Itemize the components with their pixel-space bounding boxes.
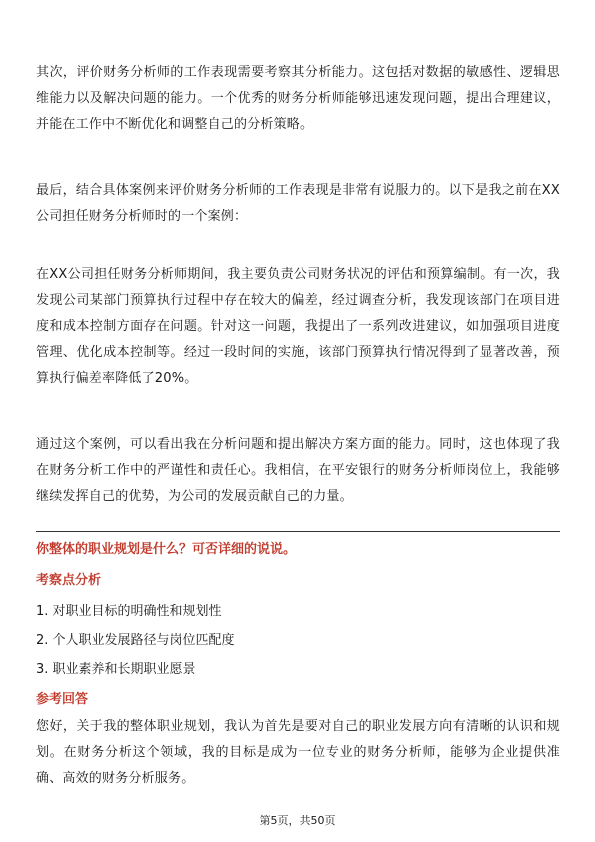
analysis-heading: 考察点分析 (36, 573, 102, 588)
list-item: 3. 职业素养和长期职业愿景 (36, 662, 196, 677)
page-footer: 第5页，共50页 (259, 814, 336, 827)
list-item: 1. 对职业目标的明确性和规划性 (36, 604, 222, 619)
body-paragraph: 在XX公司担任财务分析师期间，我主要负责公司财务状况的评估和预算编制。有一次，我发现公司某部门预算执行过程中存在较大的偏差，经过调查分析，我发现该部门在项目进度和成本控制方面存在问题。针对这一问题，我提出了一系列改进建议，如加强项目进度管理、优化成本控制等。经过一段时间的实施，该部门预算执行情况得到了显著改善，预算执行偏差率降低了20%。 (36, 267, 560, 386)
section-divider (36, 531, 560, 532)
answer-paragraph: 您好，关于我的整体职业规划，我认为首先是要对自己的职业发展方向有清晰的认识和规划。在财务分析这个领域，我的目标是成为一位专业的财务分析师，能够为企业提供准确、高效的财务分析服务。 (36, 719, 560, 786)
analysis-points-list (36, 597, 235, 684)
interview-question: 你整体的职业规划是什么？可否详细的说说。 (36, 542, 297, 557)
answer-heading: 参考回答 (36, 692, 89, 707)
body-paragraph: 其次，评价财务分析师的工作表现需要考察其分析能力。这包括对数据的敏感性、逻辑思维能力以及解决问题的能力。一个优秀的财务分析师能够迅速发现问题，提出合理建议，并能在工作中不断优化和调整自己的分析策略。 (36, 65, 560, 132)
list-item: 2. 个人职业发展路径与岗位匹配度 (36, 633, 235, 648)
body-paragraph: 最后，结合具体案例来评价财务分析师的工作表现是非常有说服力的。以下是我之前在XX公司担任财务分析师时的一个案例： (36, 183, 560, 224)
body-paragraph: 通过这个案例，可以看出我在分析问题和提出解决方案方面的能力。同时，这也体现了我在财务分析工作中的严谨性和责任心。我相信，在平安银行的财务分析师岗位上，我能够继续发挥自己的优势，为公司的发展贡献自己的力量。 (36, 437, 560, 504)
